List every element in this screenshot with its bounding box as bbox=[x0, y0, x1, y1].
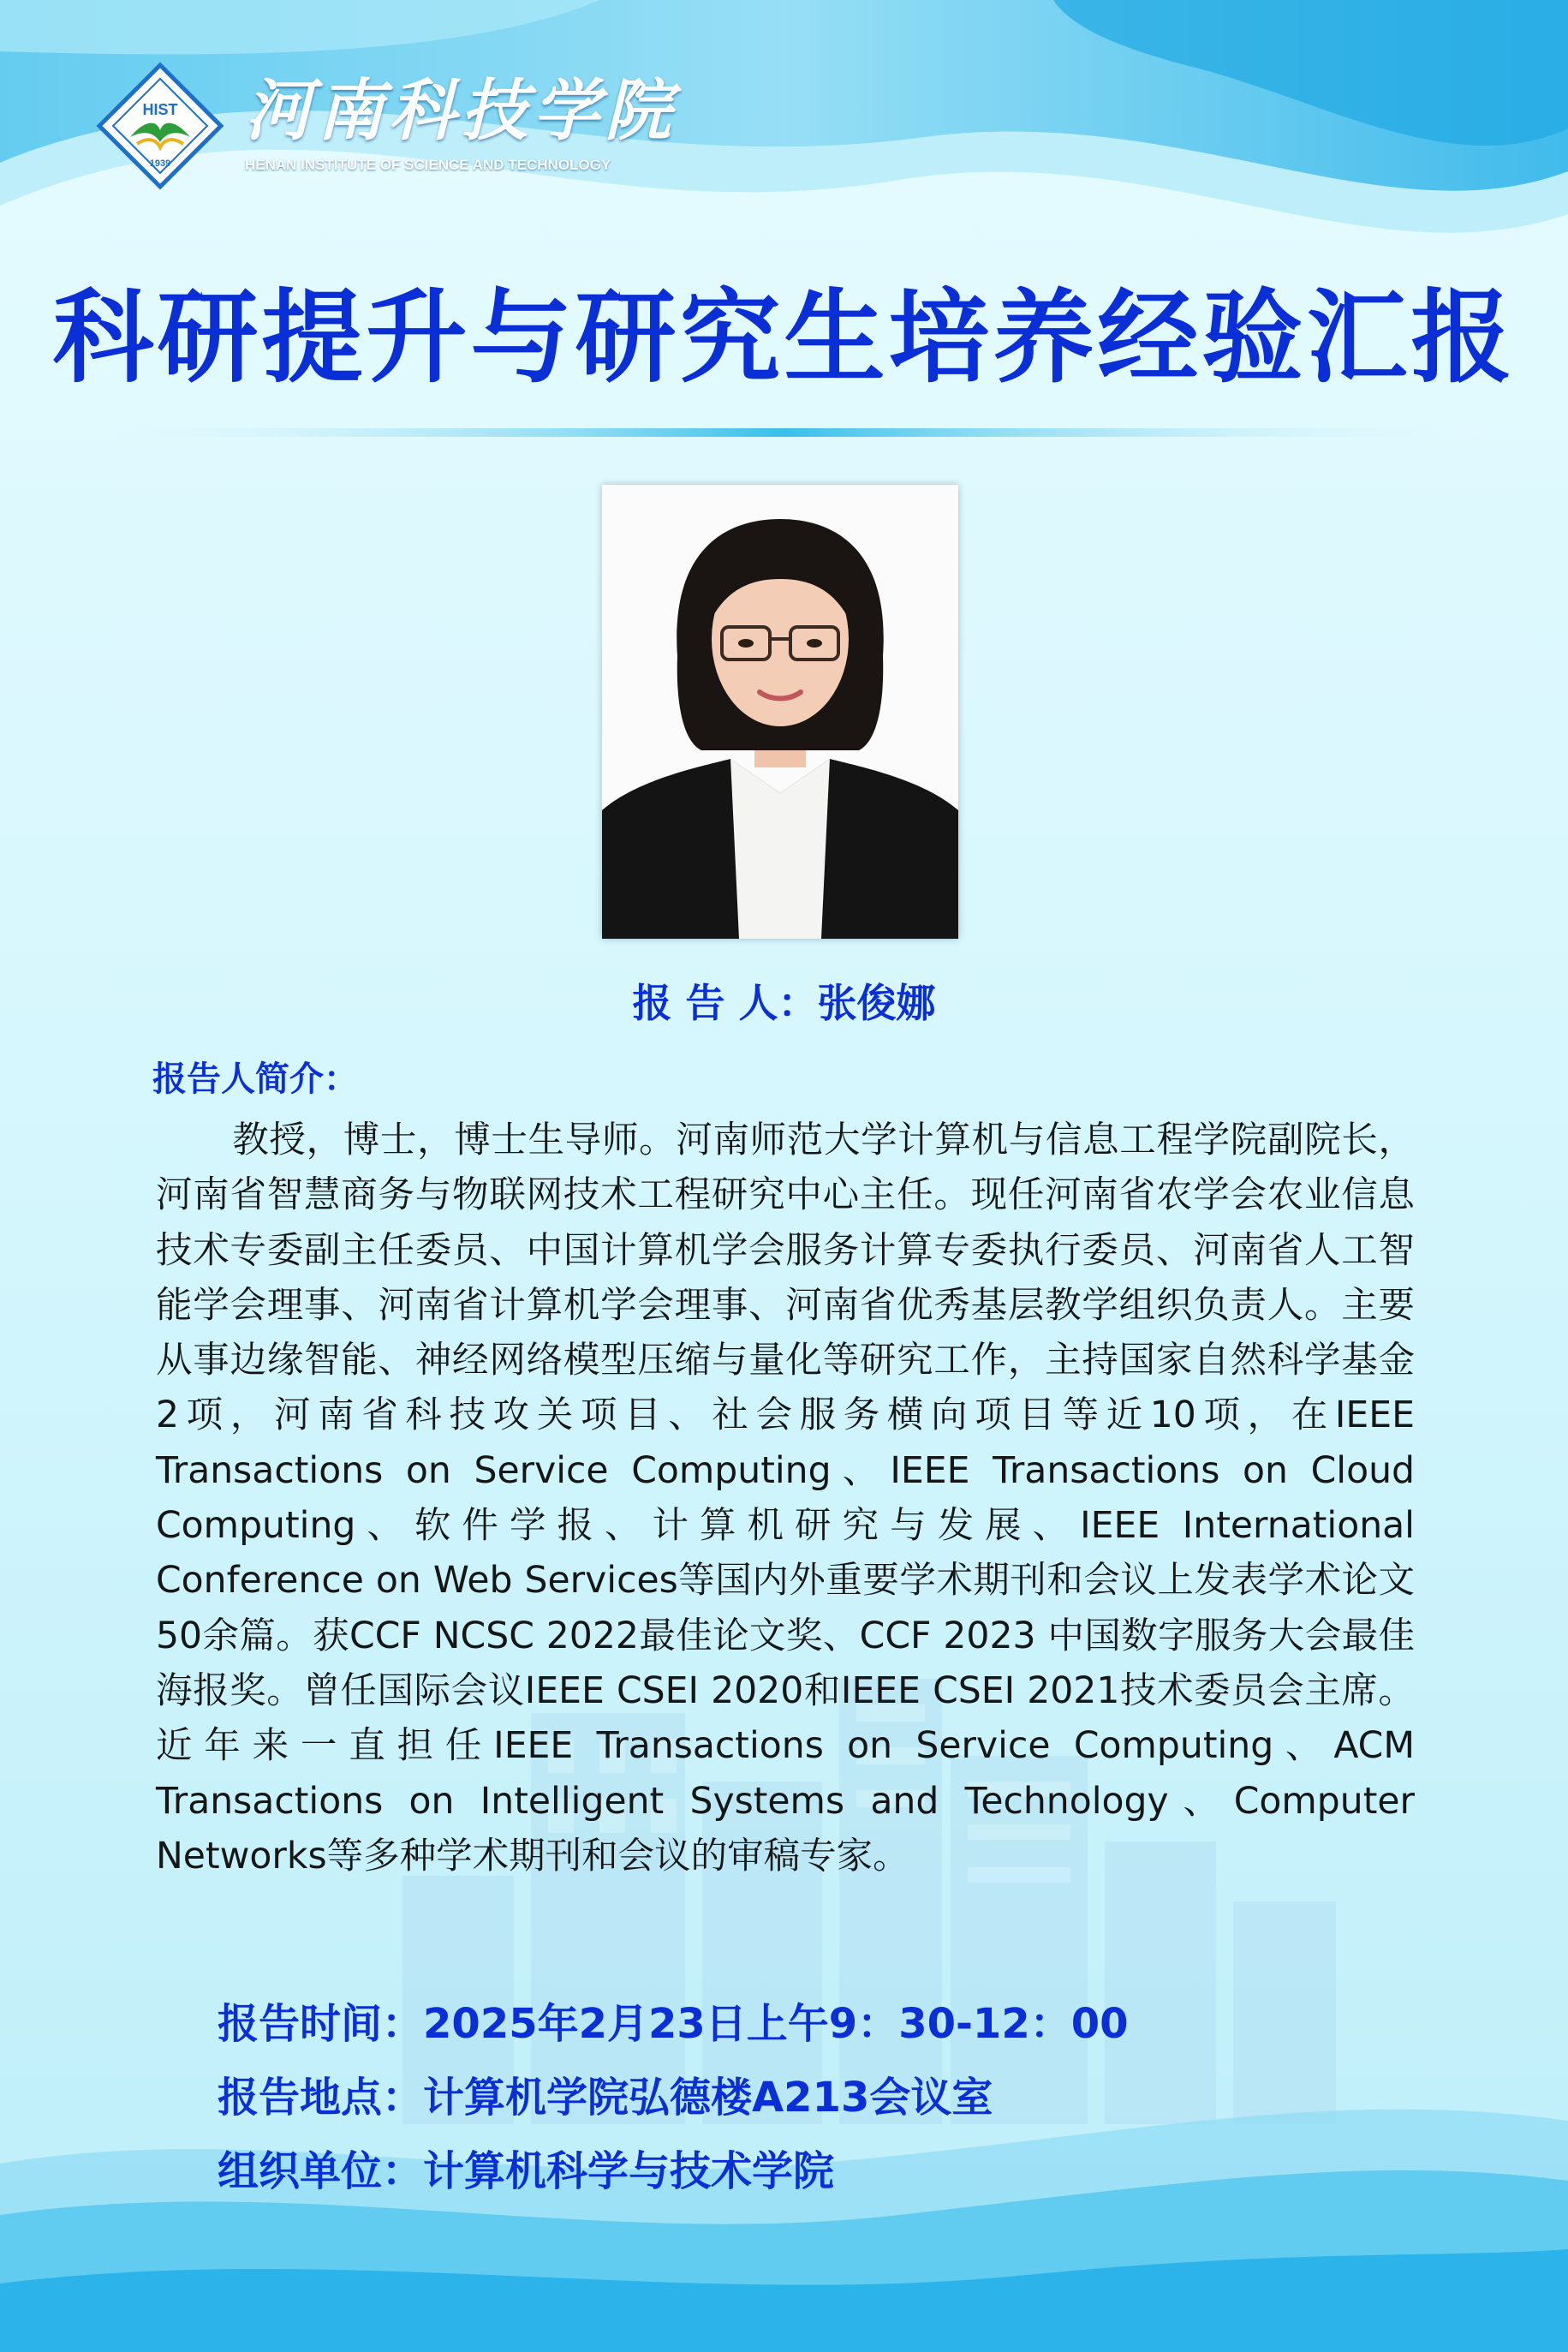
detail-location-label: 报告地点： bbox=[218, 2074, 424, 2122]
institute-name-en: HENAN INSTITUTE OF SCIENCE AND TECHNOLOGY bbox=[245, 157, 611, 173]
event-details bbox=[218, 1987, 1129, 2208]
detail-time bbox=[218, 1987, 1129, 2061]
speaker-portrait-icon bbox=[602, 485, 958, 939]
detail-location bbox=[218, 2061, 1129, 2134]
speaker-biography: 教授，博士，博士生导师。河南师范大学计算机与信息工程学院副院长，河南省智慧商务与物联网技术工程研究中心主任。现任河南省农学会农业信息技术专委副主任委员、中国计算机学会服务计算专委执行委员、河南省人工智能学会理事、河南省计算机学会理事、河南省优秀基层教学组织负责人。主要从事边缘智能、神经网络模型压缩与量化等研究工作，主持国家自然科学基金2项，河南省科技攻关项目、社会服务横向项目等近10项，在IEEE Transactions on Service Computing、IEEE Transactions on Cloud Computing、软件学报、计算机研究与发展、IEEE International Conference on Web Services等国内外重要学术期刊和会议上发表学术论文50余篇。获CCF NCSC 2022最佳论文奖、CCF 2023 中国数字服务大会最佳海报奖。曾任国际会议IEEE CSEI 2020和IEEE CSEI 2021技术委员会主席。近年来一直担任IEEE Transactions on Service Computing、ACM Transactions on Intelligent Systems and Technology、Computer Networks等多种学术期刊和会议的审稿专家。 bbox=[156, 1119, 1415, 1877]
intro-heading: 报告人简介： bbox=[152, 1060, 358, 1099]
detail-organizer bbox=[218, 2134, 1129, 2208]
detail-organizer-value: 计算机科学与技术学院 bbox=[423, 2147, 835, 2195]
detail-time-value: 2025年2月23日上午9：30-12：00 bbox=[423, 2000, 1129, 2048]
title-underline-decoration bbox=[34, 421, 1534, 444]
speaker-photo bbox=[602, 485, 958, 939]
institute-logo bbox=[96, 62, 677, 190]
speaker-name: 张俊娜 bbox=[817, 980, 936, 1026]
emblem-abbr: HIST bbox=[142, 101, 178, 118]
institute-emblem-icon bbox=[96, 62, 224, 190]
speaker-label: 报 告 人： bbox=[632, 980, 818, 1026]
detail-time-label: 报告时间： bbox=[218, 2000, 424, 2048]
poster-title: 科研提升与研究生培养经验汇报 bbox=[52, 278, 1516, 397]
emblem-year: 1939 bbox=[149, 158, 171, 169]
detail-location-value: 计算机学院弘德楼A213会议室 bbox=[423, 2074, 993, 2122]
speaker-line bbox=[0, 972, 1568, 1029]
detail-organizer-label: 组织单位： bbox=[218, 2147, 424, 2195]
institute-name-cn: 河南科技学院 bbox=[245, 72, 677, 150]
